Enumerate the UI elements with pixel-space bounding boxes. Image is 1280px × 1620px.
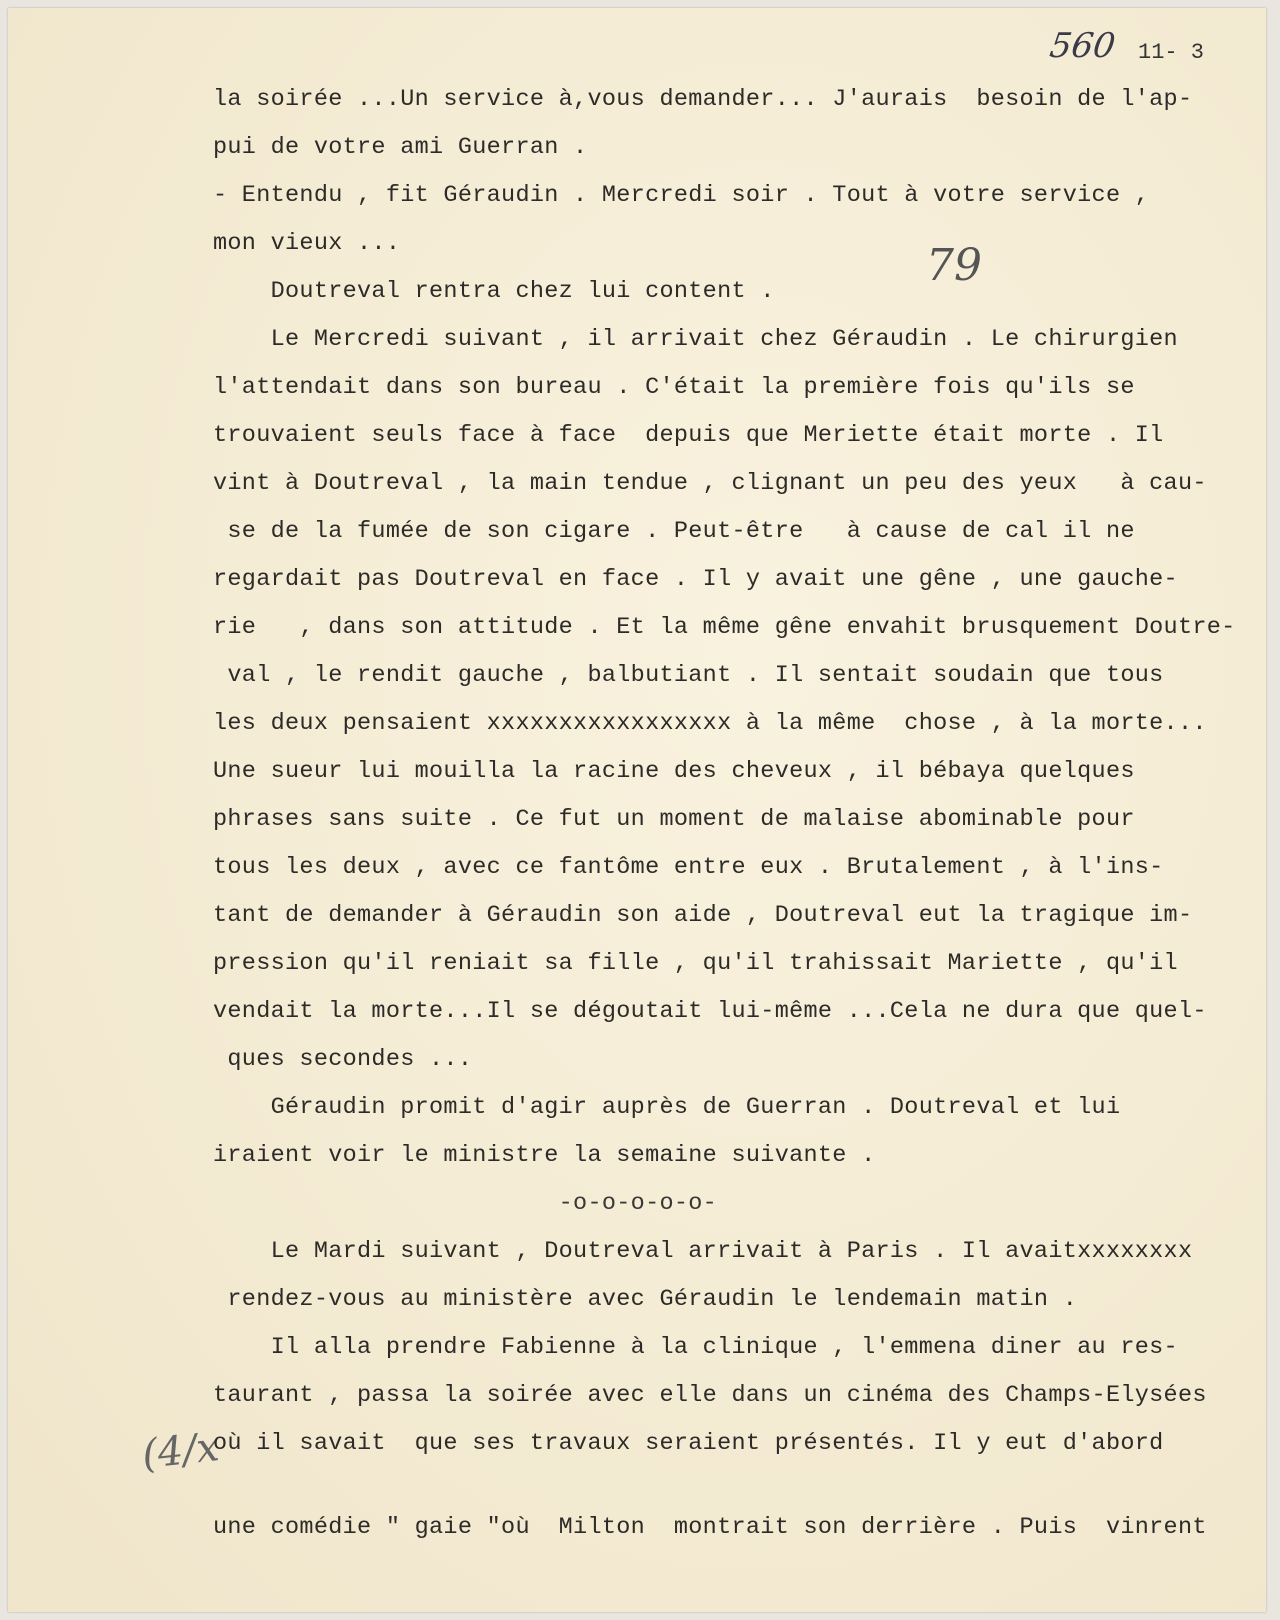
margin-annotation: 79 (926, 240, 982, 291)
text-line: la soirée ...Un service à,vous demander... J'aurais besoin de l'ap- (213, 86, 1193, 113)
text-line: regardait pas Doutreval en face . Il y avait une gêne , une gauche- (213, 566, 1178, 593)
text-line: Il alla prendre Fabienne à la clinique , l'emmena diner au res- (213, 1334, 1178, 1361)
folio-number: 560 (1047, 26, 1118, 66)
text-line: pression qu'il reniait sa fille , qu'il trahissait Mariette , qu'il (213, 950, 1178, 977)
text-line: val , le rendit gauche , balbutiant . Il sentait soudain que tous (213, 662, 1164, 689)
text-line: Une sueur lui mouilla la racine des cheveux , il bébaya quelques (213, 758, 1135, 785)
text-line: vint à Doutreval , la main tendue , clignant un peu des yeux à cau- (213, 470, 1207, 497)
page-reference: 11- 3 (1138, 40, 1205, 65)
text-line: phrases sans suite . Ce fut un moment de malaise abominable pour (213, 806, 1135, 833)
text-line: rie , dans son attitude . Et la même gêne envahit brusquement Doutre- (213, 614, 1236, 641)
typescript-page (8, 8, 1266, 1612)
text-line: Doutreval rentra chez lui content . (213, 278, 775, 305)
text-line: l'attendait dans son bureau . C'était la première fois qu'ils se (213, 374, 1135, 401)
text-line: où il savait que ses travaux seraient présentés. Il y eut d'abord (213, 1430, 1164, 1457)
text-line: une comédie " gaie "où Milton montrait son derrière . Puis vinrent (213, 1514, 1207, 1541)
text-line: tant de demander à Géraudin son aide , Doutreval eut la tragique im- (213, 902, 1193, 929)
text-line: - Entendu , fit Géraudin . Mercredi soir . Tout à votre service , (213, 182, 1150, 209)
text-line: les deux pensaient xxxxxxxxxxxxxxxxx à la même chose , à la morte... (213, 710, 1207, 737)
text-line: se de la fumée de son cigare . Peut-être à cause de cal il ne (213, 518, 1135, 545)
text-line: Le Mercredi suivant , il arrivait chez Géraudin . Le chirurgien (213, 326, 1178, 353)
text-line: ques secondes ... (213, 1046, 473, 1073)
text-line: Géraudin promit d'agir auprès de Guerran . Doutreval et lui (213, 1094, 1121, 1121)
section-separator: -o-o-o-o-o- (213, 1190, 718, 1217)
text-line: rendez-vous au ministère avec Géraudin le lendemain matin . (213, 1286, 1078, 1313)
text-line: trouvaient seuls face à face depuis que Meriette était morte . Il (213, 422, 1164, 449)
margin-annotation-left: (4/x (139, 1424, 222, 1478)
text-line: Le Mardi suivant , Doutreval arrivait à Paris . Il avaitxxxxxxxx (213, 1238, 1193, 1265)
text-line: tous les deux , avec ce fantôme entre eux . Brutalement , à l'ins- (213, 854, 1164, 881)
text-line: mon vieux ... (213, 230, 401, 257)
text-line: taurant , passa la soirée avec elle dans un cinéma des Champs-Elysées (213, 1382, 1207, 1409)
text-line: iraient voir le ministre la semaine suivante . (213, 1142, 876, 1169)
text-line: vendait la morte...Il se dégoutait lui-même ...Cela ne dura que quel- (213, 998, 1207, 1025)
text-line: pui de votre ami Guerran . (213, 134, 588, 161)
